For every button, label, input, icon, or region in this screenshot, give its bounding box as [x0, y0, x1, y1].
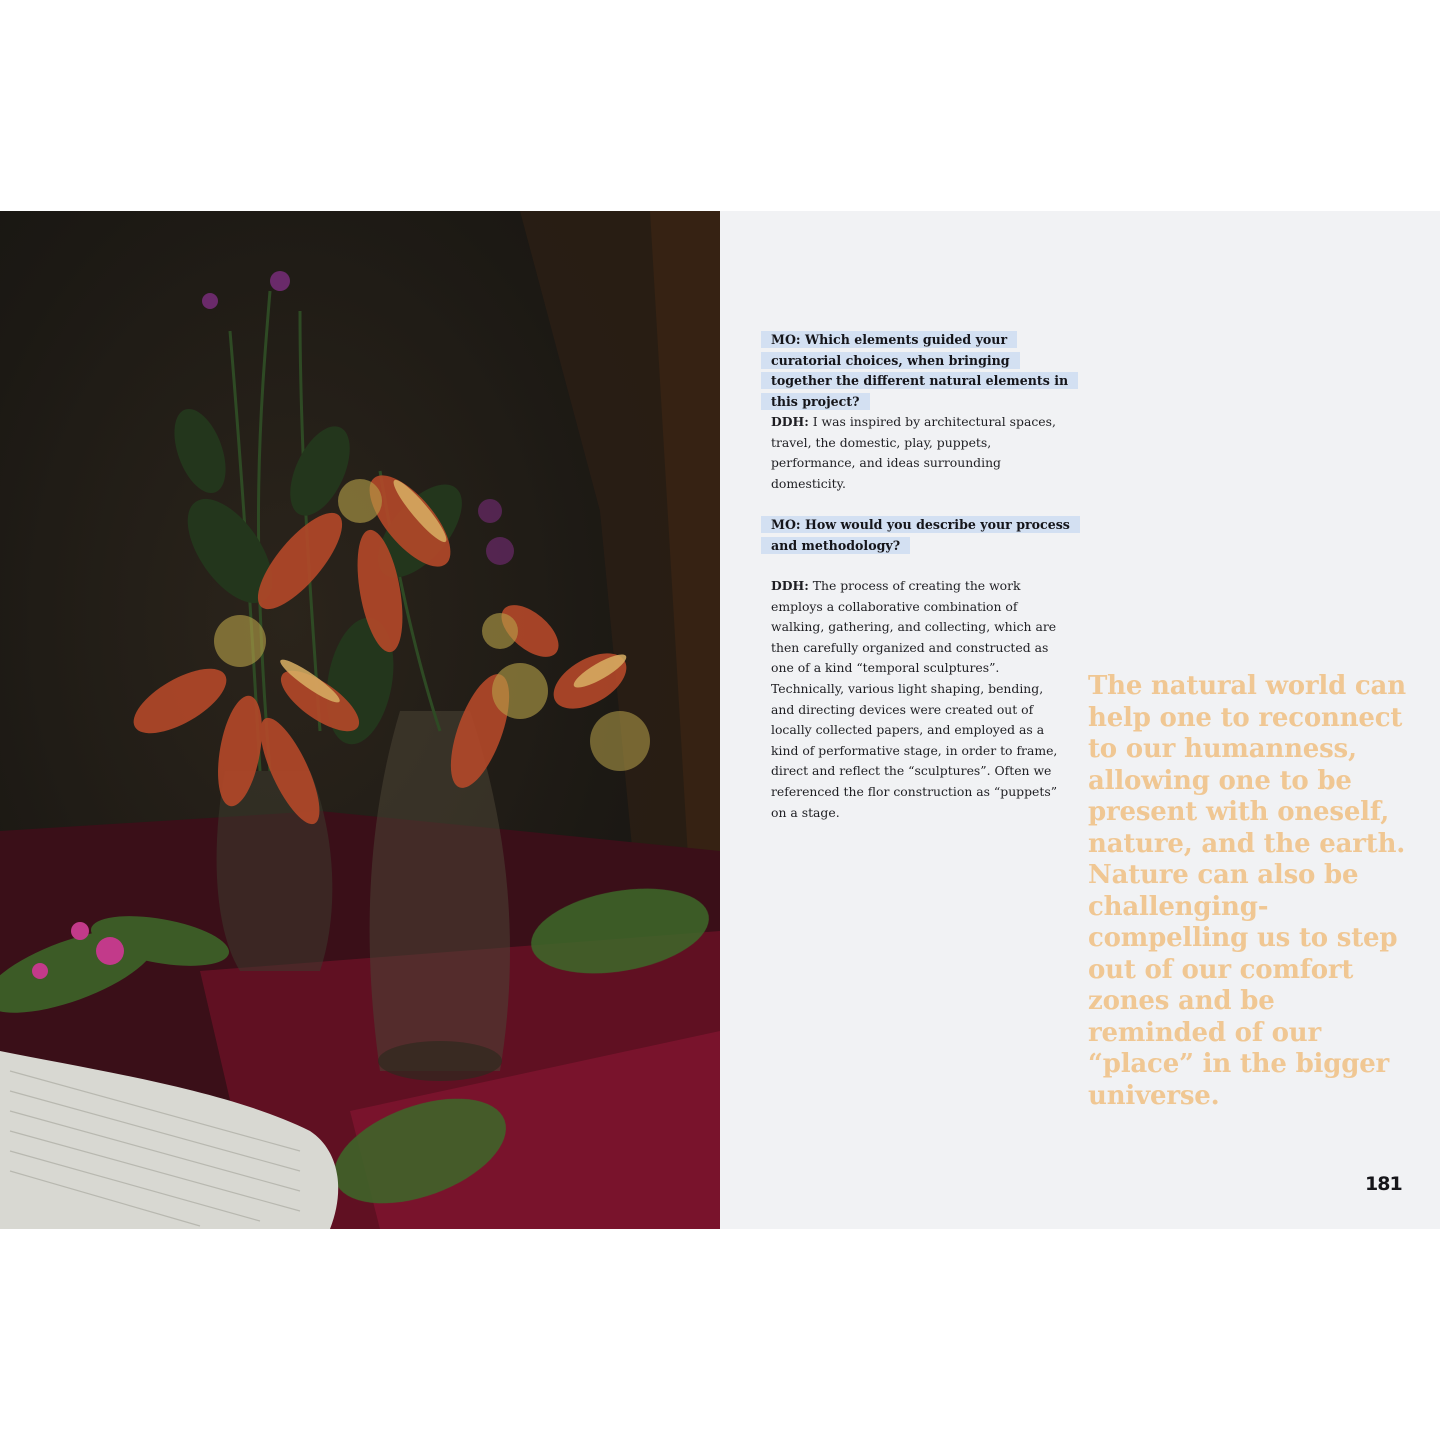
- question-2-text: MO: How would you describe your process and methodology?: [771, 517, 1070, 553]
- magazine-spread: [0, 211, 1440, 1229]
- interview-page: [720, 211, 1440, 1229]
- answer-2: [771, 576, 1066, 823]
- question-2: [771, 515, 1071, 556]
- answer-1: [771, 412, 1071, 494]
- pull-quote: The natural world can help one to reconnect to our humanness, allowing one to be present with oneself, nature, and the earth. Nature can also be challenging-compelling us to step out of our comfort zones and be reminded of our “place” in the bigger universe.: [1088, 671, 1406, 1111]
- answer-1-text: I was inspired by architectural spaces, travel, the domestic, play, puppets, performance, and ideas surrounding domesticity.: [771, 414, 1056, 491]
- page-number: 181: [1365, 1173, 1402, 1195]
- question-1-text: MO: Which elements guided your curatorial choices, when bringing together the different natural elements in this project?: [771, 332, 1069, 409]
- floral-still-life-photo: [0, 211, 720, 1229]
- question-1: [771, 330, 1071, 412]
- answer-2-speaker: DDH:: [771, 578, 809, 593]
- answer-1-speaker: DDH:: [771, 414, 809, 429]
- answer-2-text: The process of creating the work employs a collaborative combination of walking, gathering, and collecting, which are then carefully organized and constructed as one of a kind “temporal sculptures”. Technically, various light shaping, bending, and directing devices were created out of locally collected papers, and employed as a kind of performative stage, in order to frame, direct and reflect the “sculptures”. Often we referenced the flor construction as “puppets” on a stage.: [771, 578, 1058, 820]
